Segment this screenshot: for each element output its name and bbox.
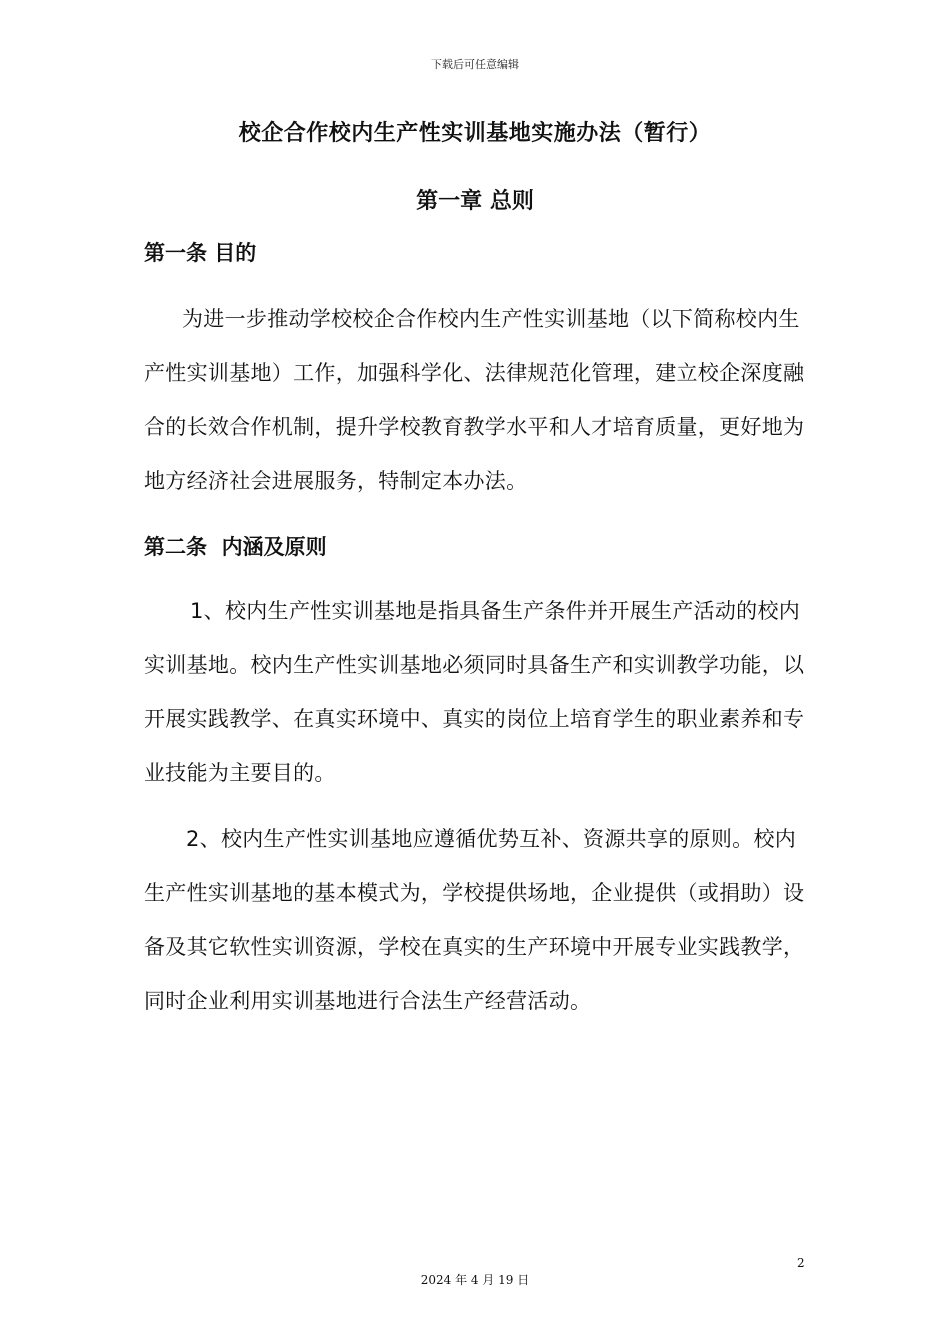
article-2-paragraph-1: 1、校内生产性实训基地是指具备生产条件并开展生产活动的校内实训基地。校内生产性实训基地必须同时具备生产和实训教学功能，以开展实践教学、在真实环境中、真实的岗位上培育学生的职业素养和专业技能为主要目的。 [144,599,805,785]
chapter-title: 第一章 总则 [416,189,534,214]
document-title: 校企合作校内生产性实训基地实施办法（暂行） [238,121,712,146]
page-number: 2 [797,1256,805,1270]
article-2-heading: 第二条 内涵及原则 [144,535,327,559]
header-note: 下载后可任意编辑 [431,58,519,71]
article-2-paragraph-2: 2、校内生产性实训基地应遵循优势互补、资源共享的原则。校内生产性实训基地的基本模式为，学校提供场地，企业提供（或捐助）设备及其它软性实训资源，学校在真实的生产环境中开展专业实践教学，同时企业利用实训基地进行合法生产经营活动。 [144,827,805,1013]
article-1-heading: 第一条 目的 [144,241,257,265]
article-1-paragraph: 为进一步推动学校校企合作校内生产性实训基地（以下简称校内生产性实训基地）工作，加强科学化、法律规范化管理，建立校企深度融合的长效合作机制，提升学校教育教学水平和人才培育质量，更好地为地方经济社会进展服务，特制定本办法。 [144,307,805,493]
footer-date: 2024 年 4 月 19 日 [420,1273,530,1287]
